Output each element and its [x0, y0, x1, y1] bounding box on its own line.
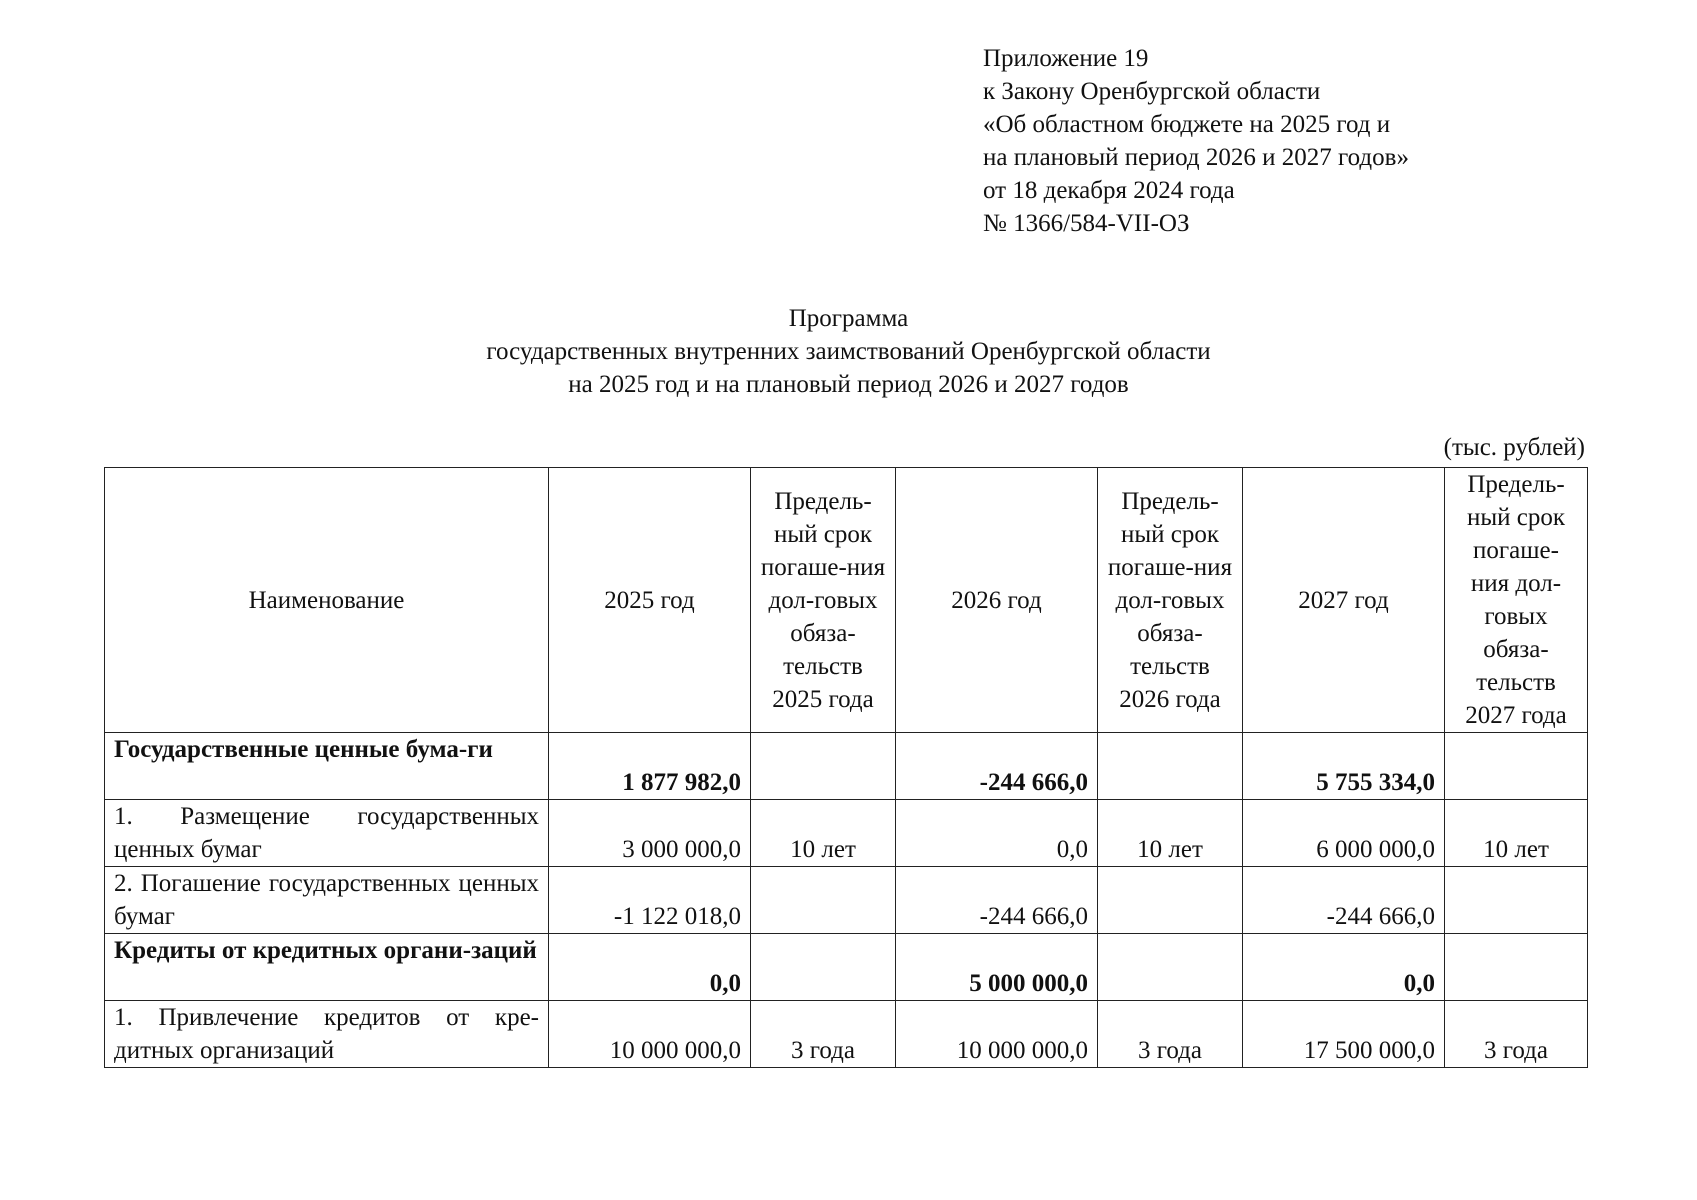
term-2027: 3 года: [1445, 1001, 1588, 1068]
row-name: 2. Погашение государственных ценных бумаг: [105, 867, 549, 934]
value-2027: -244 666,0: [1243, 867, 1445, 934]
term-2026: 10 лет: [1098, 800, 1243, 867]
term-2026: [1098, 867, 1243, 934]
table-row: [105, 934, 1588, 1001]
header-2026: 2026 год: [896, 468, 1098, 733]
term-2027: [1445, 867, 1588, 934]
value-2026: 5 000 000,0: [896, 934, 1098, 1001]
value-2027: 17 500 000,0: [1243, 1001, 1445, 1068]
value-2025: -1 122 018,0: [549, 867, 751, 934]
term-2025: 10 лет: [751, 800, 896, 867]
term-2027: [1445, 733, 1588, 800]
appendix-line: № 1366/584-VII-ОЗ: [983, 210, 1190, 237]
term-2026: [1098, 733, 1243, 800]
value-2025: 0,0: [549, 934, 751, 1001]
table-row: [105, 733, 1588, 800]
table-header-row: [105, 468, 1588, 733]
appendix-line: «Об областном бюджете на 2025 год и: [983, 111, 1391, 138]
value-2025: 1 877 982,0: [549, 733, 751, 800]
term-2025: 3 года: [751, 1001, 896, 1068]
table-row: [105, 867, 1588, 934]
term-2025: [751, 867, 896, 934]
appendix-line: Приложение 19: [983, 45, 1149, 72]
value-2027: 5 755 334,0: [1243, 733, 1445, 800]
value-2026: 10 000 000,0: [896, 1001, 1098, 1068]
document-title: [0, 302, 1697, 401]
borrowing-program-table: [104, 467, 1588, 1068]
table-row: [105, 1001, 1588, 1068]
appendix-line: на плановый период 2026 и 2027 годов»: [983, 144, 1409, 171]
value-2027: 6 000 000,0: [1243, 800, 1445, 867]
term-2025: [751, 934, 896, 1001]
term-2026: 3 года: [1098, 1001, 1243, 1068]
value-2026: -244 666,0: [896, 733, 1098, 800]
header-term-2027: Предель-ный срок погаше-ния дол-говых обяза-тельств 2027 года: [1445, 468, 1588, 733]
title-line-1: Программа: [788, 305, 909, 332]
term-2027: [1445, 934, 1588, 1001]
value-2027: 0,0: [1243, 934, 1445, 1001]
table-row: [105, 800, 1588, 867]
header-2025: 2025 год: [549, 468, 751, 733]
appendix-line: от 18 декабря 2024 года: [983, 177, 1235, 204]
value-2026: -244 666,0: [896, 867, 1098, 934]
term-2026: [1098, 934, 1243, 1001]
row-name: Государственные ценные бума-ги: [105, 733, 549, 800]
units-label: (тыс. рублей): [1443, 434, 1585, 461]
row-name: 1. Привлечение кредитов от кре-дитных организаций: [105, 1001, 549, 1068]
value-2026: 0,0: [896, 800, 1098, 867]
row-name: 1. Размещение государственных ценных бумаг: [105, 800, 549, 867]
term-2027: 10 лет: [1445, 800, 1588, 867]
header-name: Наименование: [105, 468, 549, 733]
appendix-reference: [983, 42, 1409, 240]
title-line-3: на 2025 год и на плановый период 2026 и 2027 годов: [568, 371, 1129, 398]
value-2025: 10 000 000,0: [549, 1001, 751, 1068]
value-2025: 3 000 000,0: [549, 800, 751, 867]
header-term-2026: Предель-ный срок погаше-ния дол-говых обяза-тельств 2026 года: [1098, 468, 1243, 733]
term-2025: [751, 733, 896, 800]
row-name: Кредиты от кредитных органи-заций: [105, 934, 549, 1001]
header-term-2025: Предель-ный срок погаше-ния дол-говых обяза-тельств 2025 года: [751, 468, 896, 733]
header-2027: 2027 год: [1243, 468, 1445, 733]
appendix-line: к Закону Оренбургской области: [983, 78, 1321, 105]
title-line-2: государственных внутренних заимствований Оренбургской области: [486, 338, 1211, 365]
